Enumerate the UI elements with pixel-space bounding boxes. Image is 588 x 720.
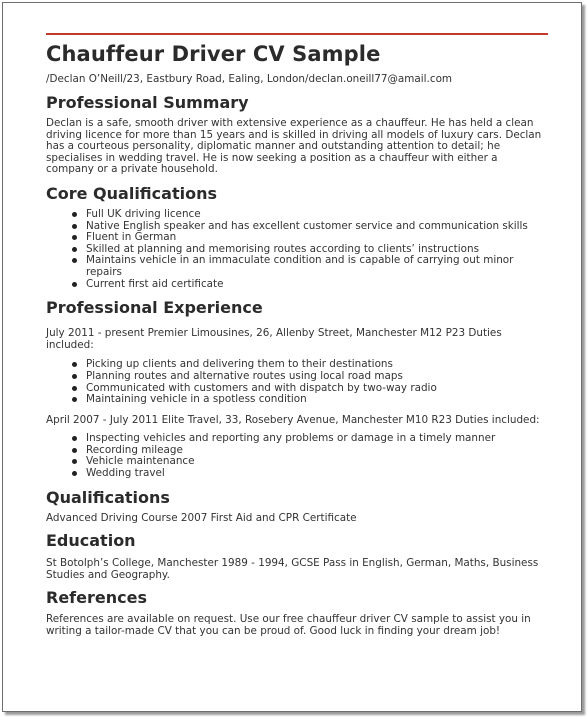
references-heading: References bbox=[46, 588, 147, 608]
core-qualifications-list bbox=[46, 209, 546, 290]
list-item: Wedding travel bbox=[86, 468, 546, 480]
cv-content bbox=[46, 41, 546, 638]
list-item: Planning routes and alternative routes using local road maps bbox=[86, 371, 546, 383]
summary-text: Declan is a safe, smooth driver with extensive experience as a chauffeur. He has held a clean driving licence for more than 15 years and is skilled in driving all models of luxury cars. Declan has a courteous personality, diplomatic manner and outstanding attention to detail; he specialises in wedding travel. He is now seeking a position as a chauffeur with either a company or a private household. bbox=[46, 117, 542, 176]
list-item: Recording mileage bbox=[86, 445, 546, 457]
job-duties-list bbox=[46, 359, 546, 405]
list-item: Communicated with customers and with dispatch by two-way radio bbox=[86, 383, 546, 395]
list-item: Fluent in German bbox=[86, 232, 546, 244]
summary-heading: Professional Summary bbox=[46, 93, 249, 112]
list-item: Current first aid certificate bbox=[86, 279, 546, 291]
list-item: Native English speaker and has excellent customer service and communication skills bbox=[86, 221, 546, 233]
job-header: July 2011 - present Premier Limousines, 26, Allenby Street, Manchester M12 P23 Duties included: bbox=[46, 327, 502, 351]
list-item: Picking up clients and delivering them to their destinations bbox=[86, 359, 546, 371]
cv-page bbox=[2, 2, 582, 712]
list-item: Maintaining vehicle in a spotless condition bbox=[86, 394, 546, 406]
job-duties-list bbox=[46, 433, 546, 479]
list-item: Vehicle maintenance bbox=[86, 456, 546, 468]
experience-heading: Professional Experience bbox=[46, 298, 263, 318]
education-text: St Botolph’s College, Manchester 1989 - 1994, GCSE Pass in English, German, Maths, Business Studies and Geography. bbox=[46, 557, 539, 581]
job-header: April 2007 - July 2011 Elite Travel, 33, Rosebery Avenue, Manchester M10 R23 Duties included: bbox=[46, 413, 540, 426]
contact-line: /Declan O’Neill/23, Eastbury Road, Ealing, London/declan.oneill77@amail.com bbox=[46, 73, 453, 85]
list-item: Skilled at planning and memorising routes according to clients’ instructions bbox=[86, 244, 546, 256]
education-heading: Education bbox=[46, 531, 136, 551]
list-item: Maintains vehicle in an immaculate condition and is capable of carrying out minor repairs bbox=[86, 255, 546, 278]
qualifications-text: Advanced Driving Course 2007 First Aid and CPR Certificate bbox=[46, 511, 357, 524]
title-accent-rule bbox=[46, 33, 548, 35]
list-item: Full UK driving licence bbox=[86, 209, 546, 221]
cv-title: Chauffeur Driver CV Sample bbox=[46, 42, 381, 66]
qualifications-heading: Qualifications bbox=[46, 487, 170, 507]
references-text: References are available on request. Use our free chauffeur driver CV sample to assist you in writing a tailor-made CV that you can be proud of. Good luck in finding your dream job! bbox=[46, 613, 531, 638]
core-qualifications-heading: Core Qualifications bbox=[46, 183, 217, 203]
list-item: Inspecting vehicles and reporting any problems or damage in a timely manner bbox=[86, 433, 546, 445]
